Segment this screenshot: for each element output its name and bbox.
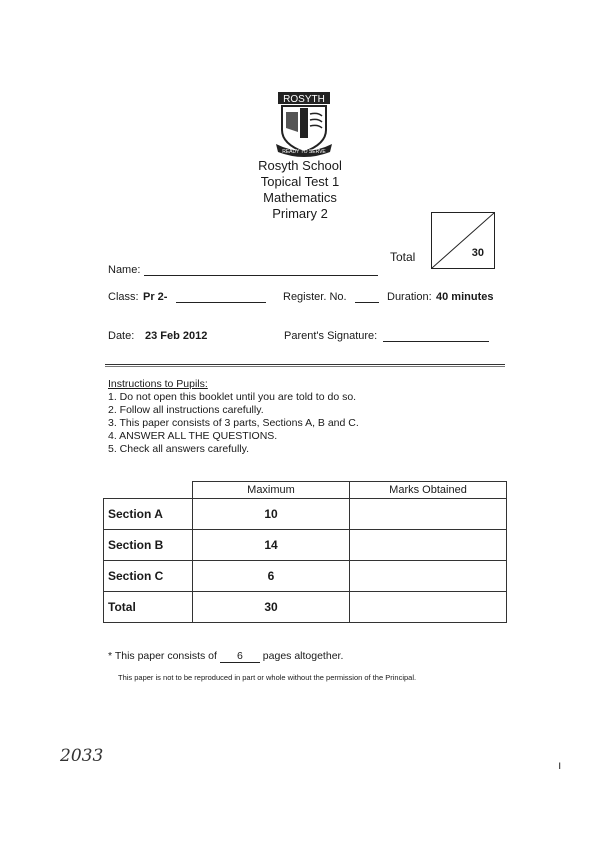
crest-motto-text: READY TO SERVE <box>282 149 326 155</box>
total-max-score: 30 <box>471 247 484 259</box>
pages-value: 6 <box>220 650 260 663</box>
register-field[interactable] <box>355 302 379 303</box>
duration-label: Duration: <box>387 291 432 303</box>
date-value: 23 Feb 2012 <box>145 330 208 342</box>
section-b-label: Section B <box>104 530 193 561</box>
total-score-box[interactable] <box>431 212 495 269</box>
instructions-block <box>108 378 359 456</box>
class-field[interactable] <box>176 302 266 303</box>
register-label: Register. No. <box>283 291 347 303</box>
header-maximum: Maximum <box>193 482 350 499</box>
section-c-label: Section C <box>104 561 193 592</box>
divider-line-secondary <box>105 366 505 367</box>
test-title: Topical Test 1 <box>260 174 340 189</box>
section-a-max: 10 <box>193 499 350 530</box>
section-c-max: 6 <box>193 561 350 592</box>
subject-title: Mathematics <box>263 190 337 205</box>
instruction-item: 3. This paper consists of 3 parts, Sections A, B and C. <box>108 417 359 429</box>
pages-note <box>108 650 343 663</box>
header-marks-obtained: Marks Obtained <box>350 482 507 499</box>
table-row <box>104 561 507 592</box>
marks-table <box>103 481 507 623</box>
table-row <box>104 592 507 623</box>
school-name: Rosyth School <box>258 158 342 173</box>
score-diagonal-line <box>432 213 494 268</box>
crest-banner-text: ROSYTH <box>283 94 325 105</box>
section-b-obtained[interactable] <box>350 530 507 561</box>
class-value: Pr 2- <box>143 291 168 303</box>
section-a-label: Section A <box>104 499 193 530</box>
school-crest-logo <box>272 92 336 158</box>
total-row-label: Total <box>104 592 193 623</box>
table-row <box>104 530 507 561</box>
signature-label: Parent's Signature: <box>284 330 378 342</box>
table-header-row <box>104 482 507 499</box>
instruction-item: 1. Do not open this booklet until you are told to do so. <box>108 391 357 403</box>
level-title: Primary 2 <box>272 206 328 221</box>
table-row <box>104 499 507 530</box>
margin-mark: ı <box>558 758 562 772</box>
pages-prefix: * This paper consists of <box>108 650 217 662</box>
signature-field[interactable] <box>383 341 489 342</box>
date-label: Date: <box>108 330 135 342</box>
instructions-title: Instructions to Pupils: <box>108 378 208 390</box>
pages-suffix: pages altogether. <box>262 650 344 662</box>
section-c-obtained[interactable] <box>350 561 507 592</box>
handwritten-number: 2033 <box>60 746 104 766</box>
total-row-max: 30 <box>193 592 350 623</box>
section-b-max: 14 <box>193 530 350 561</box>
table-corner-cell <box>104 482 193 499</box>
instruction-item: 4. ANSWER ALL THE QUESTIONS. <box>108 430 278 442</box>
name-field[interactable] <box>144 275 378 276</box>
instruction-item: 2. Follow all instructions carefully. <box>108 404 264 416</box>
name-label: Name: <box>108 264 141 276</box>
section-a-obtained[interactable] <box>350 499 507 530</box>
total-row-obtained[interactable] <box>350 592 507 623</box>
instruction-item: 5. Check all answers carefully. <box>108 443 250 455</box>
duration-value: 40 minutes <box>436 291 494 303</box>
reproduction-notice: This paper is not to be reproduced in part or whole without the permission of the Principal. <box>118 673 417 682</box>
class-label: Class: <box>108 291 139 303</box>
total-label: Total <box>390 250 416 264</box>
divider-line <box>105 364 505 365</box>
